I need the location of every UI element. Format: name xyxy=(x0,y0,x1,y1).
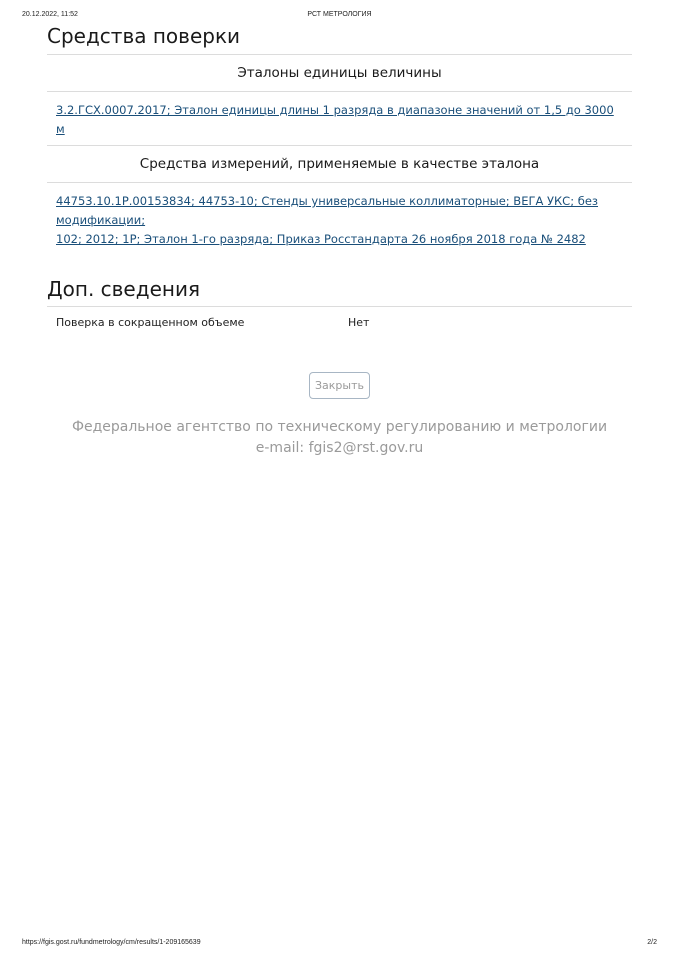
instrument-link-line2[interactable]: 102; 2012; 1Р; Эталон 1-го разряда; Приказ Росстандарта 26 ноября 2018 года № 2482 xyxy=(56,232,586,246)
info-value: Нет xyxy=(348,316,370,329)
verification-means-heading: Средства поверки xyxy=(47,24,241,48)
standard-row xyxy=(47,92,632,145)
standards-subheading: Эталоны единицы величины xyxy=(237,65,442,81)
additional-info-heading: Доп. сведения xyxy=(47,277,200,301)
print-url: https://fgis.gost.ru/fundmetrology/cm/results/1-209165639 xyxy=(22,939,201,946)
button-container xyxy=(47,372,632,399)
info-label: Поверка в сокращенном объеме xyxy=(56,316,245,329)
info-row xyxy=(47,307,632,339)
main-content xyxy=(47,22,632,399)
instruments-subheading: Средства измерений, применяемые в качестве эталона xyxy=(139,156,540,172)
print-page-number: 2/2 xyxy=(647,939,657,946)
additional-info-section xyxy=(47,275,632,339)
contact-email: e-mail: fgis2@rst.gov.ru xyxy=(255,440,424,456)
print-page-title: РСТ МЕТРОЛОГИЯ xyxy=(307,11,372,18)
verification-means-section xyxy=(47,22,632,255)
close-button[interactable]: Закрыть xyxy=(309,372,370,399)
print-datetime: 20.12.2022, 11:52 xyxy=(22,11,78,18)
instrument-row xyxy=(47,183,632,255)
standard-link[interactable]: 3.2.ГСХ.0007.2017; Эталон единицы длины 1 разряда в диапазоне значений от 1,5 до 3000 м xyxy=(56,103,614,136)
site-footer xyxy=(0,417,679,459)
agency-name: Федеральное агентство по техническому регулированию и метрологии xyxy=(71,419,608,435)
instrument-link[interactable] xyxy=(56,194,598,246)
instrument-link-line1[interactable]: 44753.10.1Р.00153834; 44753-10; Стенды универсальные коллиматорные; ВЕГА УКС; без модификации; xyxy=(56,194,599,227)
